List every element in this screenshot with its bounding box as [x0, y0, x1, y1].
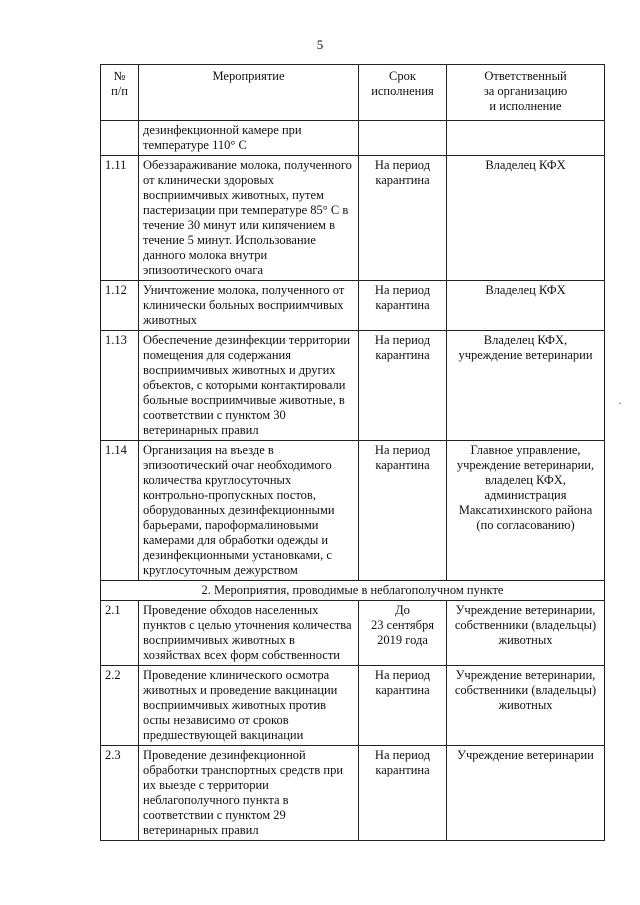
table-header-row — [101, 65, 605, 121]
cell-num: 1.12 — [101, 281, 139, 331]
cell-term: До 23 сентября 2019 года — [359, 601, 447, 666]
edge-mark: · — [618, 396, 622, 410]
cell-term: На период карантина — [359, 666, 447, 746]
cell-responsible: Учреждение ветеринарии, собственники (владельцы) животных — [447, 601, 605, 666]
cell-responsible: Учреждение ветеринарии, собственники (владельцы) животных — [447, 666, 605, 746]
cell-measure: Обеззараживание молока, полученного от клинически здоровых восприимчивых животных, путем пастеризации при температуре 85° С в течение 30 минут или кипячением в течение 5 минут. Использование данного молока внутри эпизоотического очага — [139, 156, 359, 281]
table-row — [101, 746, 605, 841]
header-responsible: Ответственный за организацию и исполнение — [447, 65, 605, 121]
cell-term: На период карантина — [359, 441, 447, 581]
table-row — [101, 601, 605, 666]
cell-responsible: Главное управление, учреждение ветеринарии, владелец КФХ, администрация Максатихинского района (по согласованию) — [447, 441, 605, 581]
cell-responsible: Владелец КФХ — [447, 156, 605, 281]
section-heading-row — [101, 581, 605, 601]
cell-measure: Проведение клинического осмотра животных и проведение вакцинации восприимчивых животных против оспы независимо от сроков предшествующей вакцинации — [139, 666, 359, 746]
header-num: № п/п — [101, 65, 139, 121]
cell-num: 1.14 — [101, 441, 139, 581]
cell-term — [359, 121, 447, 156]
cell-measure: Проведение дезинфекционной обработки транспортных средств при их выезде с территории неблагополучного пункта в соответствии с пунктом 29 ветеринарных правил — [139, 746, 359, 841]
cell-num: 2.2 — [101, 666, 139, 746]
cell-num: 2.1 — [101, 601, 139, 666]
cell-num: 1.13 — [101, 331, 139, 441]
cell-responsible: Владелец КФХ — [447, 281, 605, 331]
table-row — [101, 281, 605, 331]
section-title: 2. Мероприятия, проводимые в неблагополучном пункте — [101, 581, 605, 601]
page-number: 5 — [316, 37, 324, 52]
cell-term: На период карантина — [359, 281, 447, 331]
cell-measure: Организация на въезде в эпизоотический очаг необходимого количества круглосуточных контрольно-пропускных постов, оборудованных дезинфекционными барьерами, пароформалиновыми камерами для обработки одежды и дезинфекционными установками, с круглосуточным дежурством — [139, 441, 359, 581]
cell-measure: дезинфекционной камере при температуре 110° С — [139, 121, 359, 156]
table-row — [101, 441, 605, 581]
cell-measure: Обеспечение дезинфекции территории помещения для содержания восприимчивых животных и других объектов, с которыми контактировали больные восприимчивые животные, в соответствии с пунктом 30 ветеринарных правил — [139, 331, 359, 441]
cell-num — [101, 121, 139, 156]
cell-responsible — [447, 121, 605, 156]
cell-measure: Проведение обходов населенных пунктов с целью уточнения количества восприимчивых животных в хозяйствах всех форм собственности — [139, 601, 359, 666]
header-measure: Мероприятие — [139, 65, 359, 121]
cell-responsible: Учреждение ветеринарии — [447, 746, 605, 841]
table-row — [101, 156, 605, 281]
cell-term: На период карантина — [359, 331, 447, 441]
cell-measure: Уничтожение молока, полученного от клинически больных восприимчивых животных — [139, 281, 359, 331]
cell-responsible: Владелец КФХ, учреждение ветеринарии — [447, 331, 605, 441]
header-term: Срок исполнения — [359, 65, 447, 121]
cell-num: 1.11 — [101, 156, 139, 281]
cell-term: На период карантина — [359, 156, 447, 281]
table-row-continuation — [101, 121, 605, 156]
table-body — [101, 121, 605, 841]
measures-table — [100, 64, 605, 841]
cell-num: 2.3 — [101, 746, 139, 841]
cell-term: На период карантина — [359, 746, 447, 841]
table-row — [101, 666, 605, 746]
table-row — [101, 331, 605, 441]
